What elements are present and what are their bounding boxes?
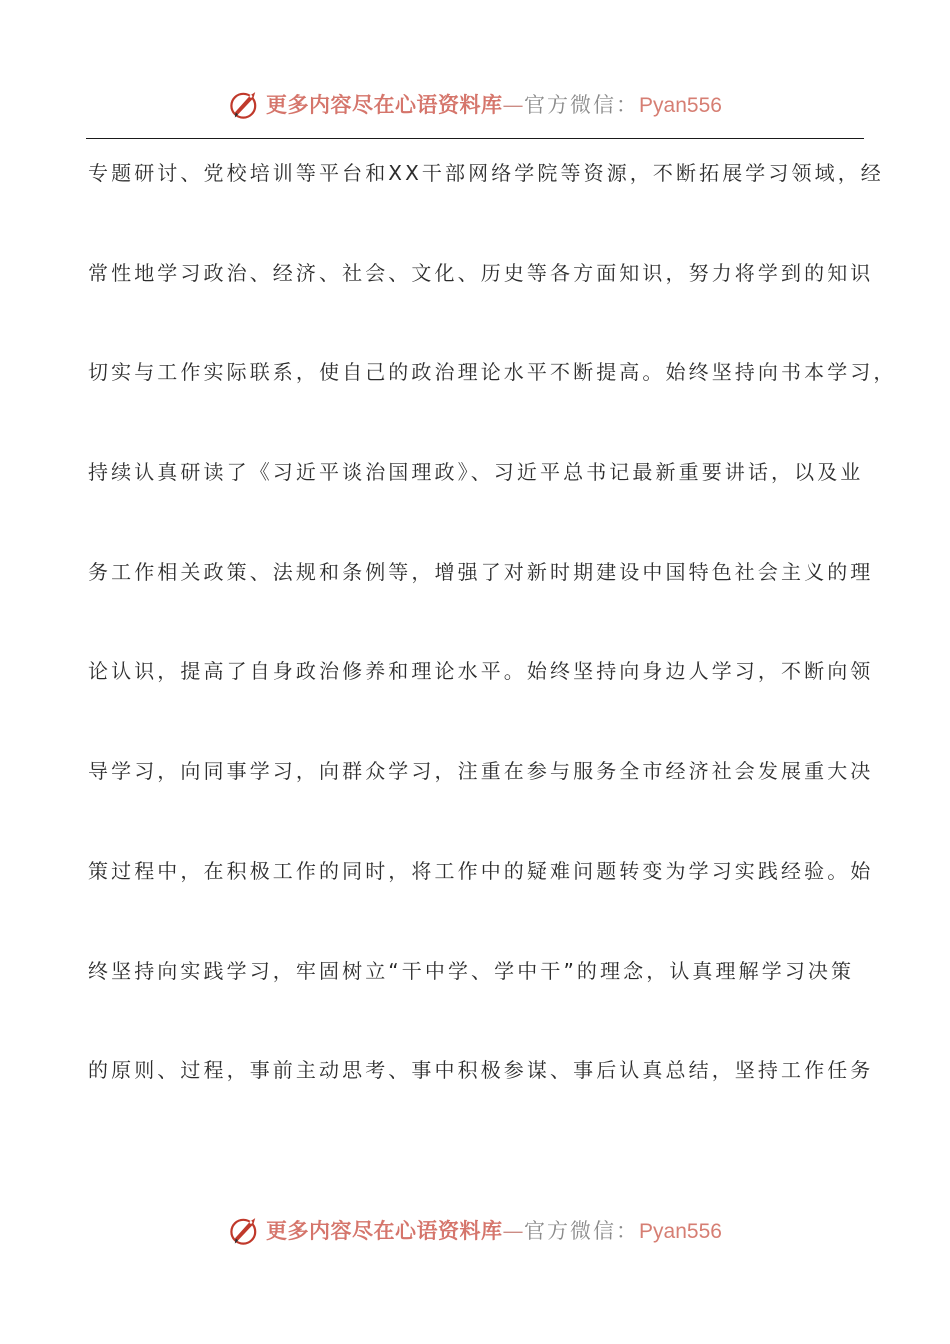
official-wechat-label: 官方微信： [524, 1219, 640, 1243]
brand-name: 更多内容尽在心语资料库 [266, 1218, 503, 1243]
text-line: 持续认真研读了《习近平谈治国理政》、习近平总书记最新重要讲话，以及业 [88, 460, 864, 485]
wechat-id: Pyan556 [639, 1220, 722, 1243]
text-line: 策过程中，在积极工作的同时，将工作中的疑难问题转变为学习实践经验。始 [88, 858, 874, 883]
wechat-id: Pyan556 [639, 94, 722, 117]
text-line: 务工作相关政策、法规和条例等，增强了对新时期建设中国特色社会主义的理 [88, 559, 874, 584]
text-line: 导学习，向同事学习，向群众学习，注重在参与服务全市经济社会发展重大决 [88, 759, 874, 784]
brand-separator: — [502, 93, 525, 117]
text-line: 的原则、过程，事前主动思考、事中积极参谋、事后认真总结，坚持工作任务 [88, 1058, 874, 1083]
header-watermark-text [266, 89, 722, 119]
footer-watermark-text [266, 1215, 722, 1245]
document-body [88, 150, 897, 1147]
brand-name: 更多内容尽在心语资料库 [266, 92, 503, 117]
header-watermark [0, 84, 950, 124]
pen-nib-logo-icon [228, 87, 262, 121]
brand-separator: — [502, 1219, 525, 1243]
text-line: 专题研讨、党校培训等平台和XX干部网络学院等资源，不断拓展学习领域，经 [88, 161, 884, 185]
header-divider [86, 138, 864, 139]
official-wechat-label: 官方微信： [524, 93, 640, 117]
footer-watermark [0, 1210, 950, 1250]
text-line: 论认识，提高了自身政治修养和理论水平。始终坚持向身边人学习，不断向领 [88, 659, 874, 684]
pen-nib-logo-icon [228, 1213, 262, 1247]
text-line: 切实与工作实际联系，使自己的政治理论水平不断提高。始终坚持向书本学习， [88, 360, 897, 385]
text-line: 终坚持向实践学习，牢固树立“干中学、学中干”的理念，认真理解学习决策 [88, 958, 855, 983]
text-line: 常性地学习政治、经济、社会、文化、历史等各方面知识，努力将学到的知识 [88, 260, 874, 285]
